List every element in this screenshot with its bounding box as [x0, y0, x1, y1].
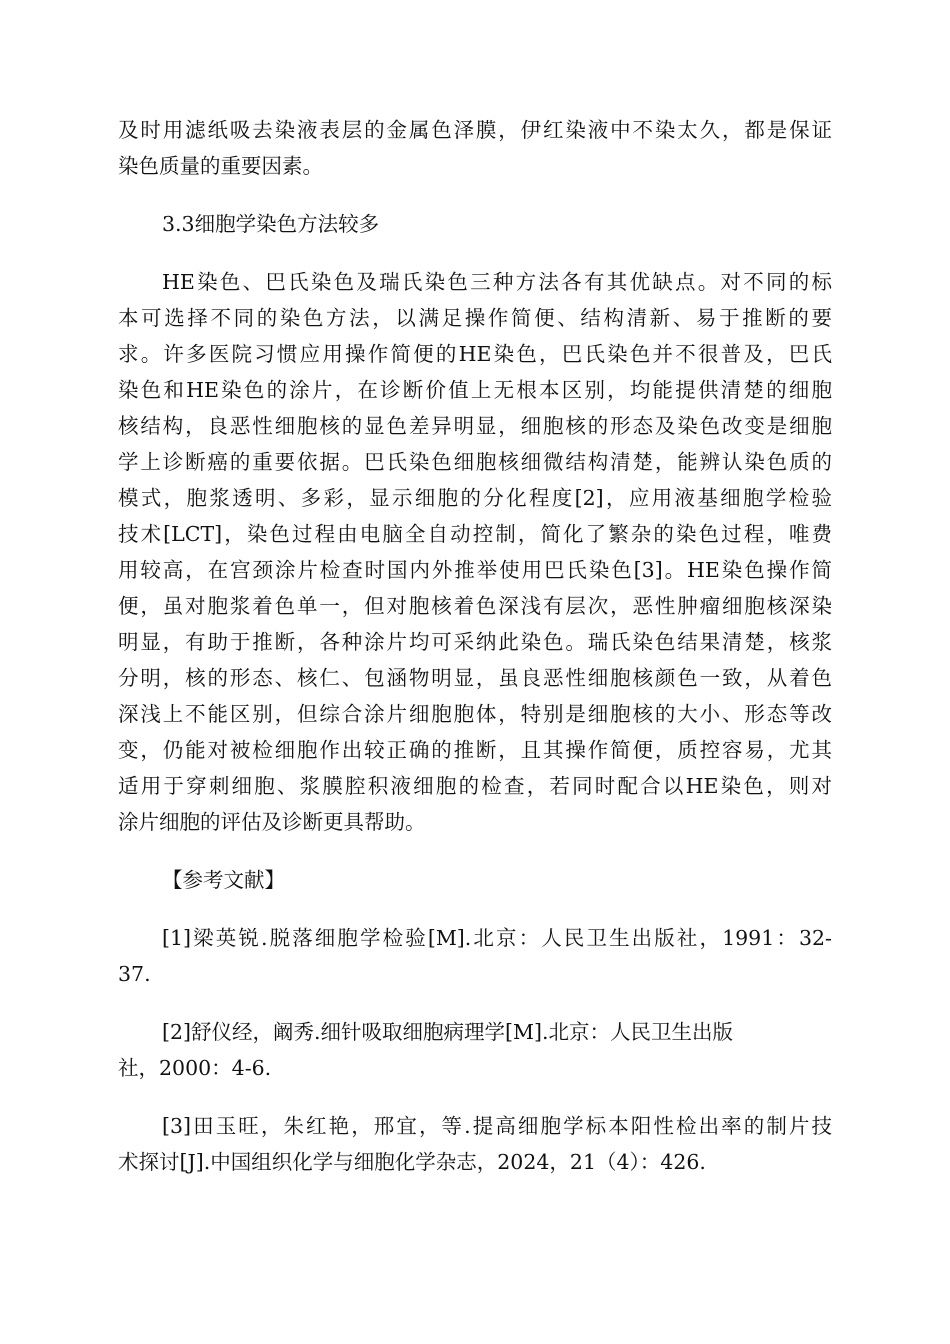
text-line: 适用于穿刺细胞、浆膜腔积液细胞的检查，若同时配合以HE染色，则对: [118, 774, 832, 798]
reference-item-1: [118, 920, 832, 992]
text-line: 技术[LCT]，染色过程由电脑全自动控制，简化了繁杂的染色过程，唯费: [118, 522, 832, 546]
text-line: 染色和HE染色的涂片，在诊断价值上无根本区别，均能提供清楚的细胞: [118, 378, 832, 402]
reference-line: [3]田玉旺，朱红艳，邢宜，等.提高细胞学标本阳性检出率的制片技: [162, 1114, 832, 1138]
text-line: 涂片细胞的评估及诊断更具帮助。: [118, 810, 426, 834]
text-line: 变，仍能对被检细胞作出较正确的推断，且其操作简便，质控容易，尤其: [118, 738, 832, 762]
references-heading-text: 【参考文献】: [162, 868, 285, 892]
reference-line: 社，2000：4-6.: [118, 1056, 272, 1080]
reference-item-3: [118, 1108, 832, 1180]
paragraph-continuation: [118, 112, 832, 184]
text-line: 本可选择不同的染色方法，以满足操作简便、结构清新、易于推断的要: [118, 306, 832, 330]
reference-line: [1]梁英锐.脱落细胞学检验[M].北京：人民卫生出版社，1991：32-: [162, 926, 832, 950]
section-heading-text: 3.3细胞学染色方法较多: [162, 212, 380, 236]
reference-line: 37.: [118, 962, 151, 986]
text-line: 明显，有助于推断，各种涂片均可采纳此染色。瑞氏染色结果清楚，核浆: [118, 630, 832, 654]
reference-line: 术探讨[J].中国组织化学与细胞化学杂志，2024，21（4）：426.: [118, 1150, 706, 1174]
text-line: 用较高，在宫颈涂片检查时国内外推举使用巴氏染色[3]。HE染色操作简: [118, 558, 832, 582]
references-heading: [118, 862, 832, 898]
text-line: HE染色、巴氏染色及瑞氏染色三种方法各有其优缺点。对不同的标: [162, 270, 832, 294]
text-line: 模式，胞浆透明、多彩，显示细胞的分化程度[2]，应用液基细胞学检验: [118, 486, 832, 510]
text-line: 学上诊断癌的重要依据。巴氏染色细胞核细微结构清楚，能辨认染色质的: [118, 450, 832, 474]
text-line: 染色质量的重要因素。: [118, 154, 323, 178]
paragraph-staining-methods: [118, 264, 832, 840]
reference-item-2: [118, 1014, 832, 1086]
text-line: 分明，核的形态、核仁、包涵物明显，虽良恶性细胞核颜色一致，从着色: [118, 666, 832, 690]
text-line: 及时用滤纸吸去染液表层的金属色泽膜，伊红染液中不染太久，都是保证: [118, 118, 832, 142]
text-line: 核结构，良恶性细胞核的显色差异明显，细胞核的形态及染色改变是细胞: [118, 414, 832, 438]
section-heading: [118, 206, 832, 242]
reference-line: [2]舒仪经，阚秀.细针吸取细胞病理学[M].北京：人民卫生出版: [162, 1020, 734, 1044]
text-line: 深浅上不能区别，但综合涂片细胞胞体，特别是细胞核的大小、形态等改: [118, 702, 832, 726]
text-line: 便，虽对胞浆着色单一，但对胞核着色深浅有层次，恶性肿瘤细胞核深染: [118, 594, 832, 618]
text-line: 求。许多医院习惯应用操作简便的HE染色，巴氏染色并不很普及，巴氏: [118, 342, 832, 366]
